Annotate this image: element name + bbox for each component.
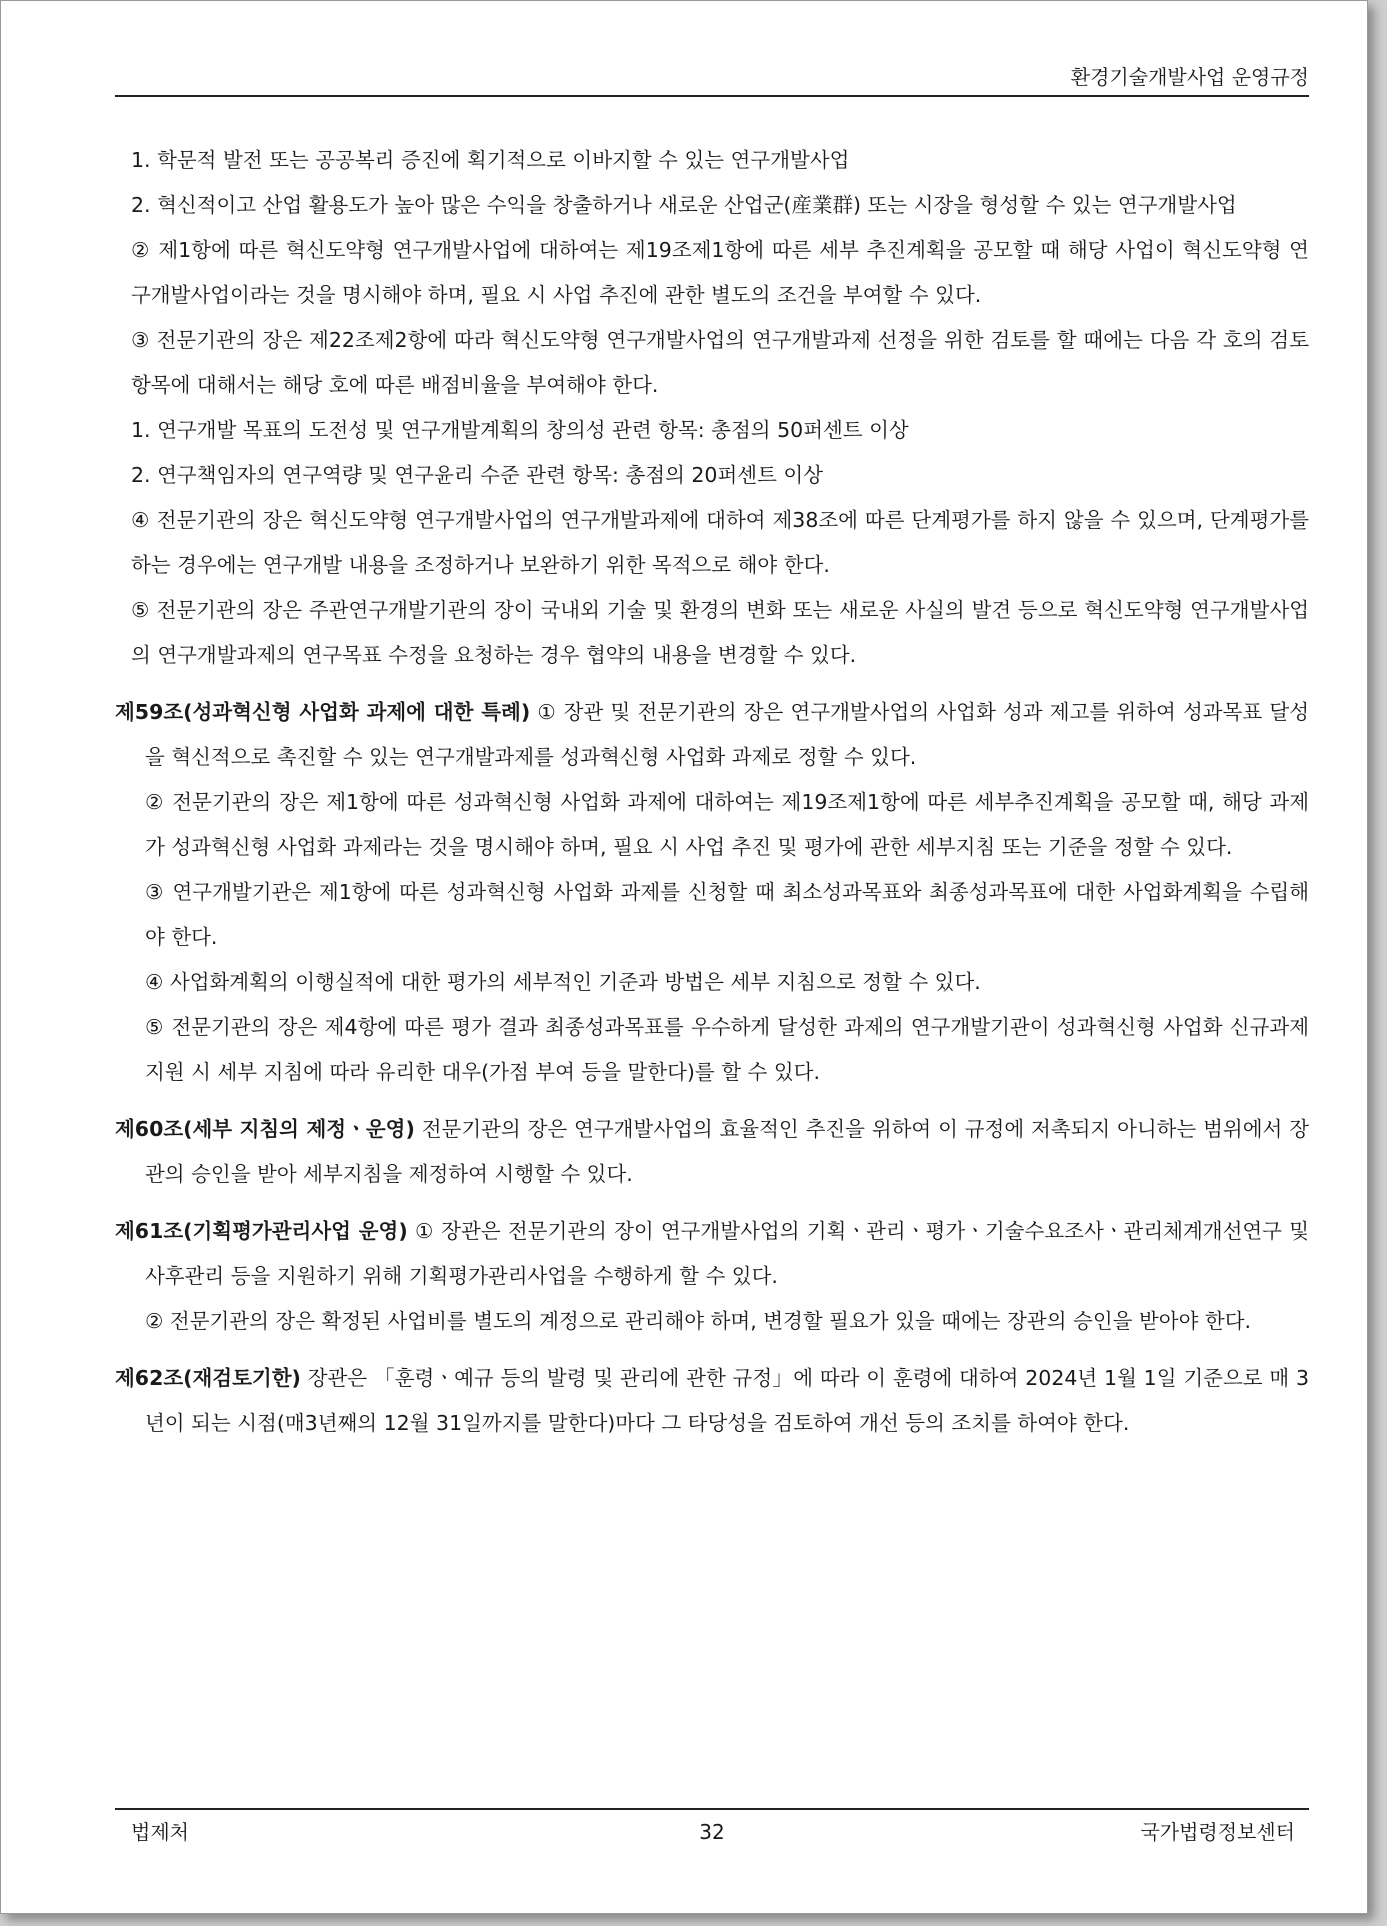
art59-paragraph-5: ⑤ 전문기관의 장은 제4항에 따른 평가 결과 최종성과목표를 우수하게 달성한 과제의 연구개발기관이 성과혁신형 사업화 신규과제 지원 시 세부 지침에 따라 유리한 대우(가점 부여 등을 말한다)를 할 수 있다. <box>145 1015 1309 1084</box>
art60-paragraph-1: 전문기관의 장은 연구개발사업의 효율적인 추진을 위하여 이 규정에 저촉되지 아니하는 범위에서 장관의 승인을 받아 세부지침을 제정하여 시행할 수 있다. <box>145 1117 1309 1186</box>
art58-item-2: 2. 혁신적이고 산업 활용도가 높아 많은 수익을 창출하거나 새로운 산업군(産業群) 또는 시장을 형성할 수 있는 연구개발사업 <box>131 193 1237 217</box>
article-59 <box>115 690 1309 1095</box>
document-title: 환경기술개발사업 운영규정 <box>1070 65 1309 89</box>
art58-paragraph-4: ④ 전문기관의 장은 혁신도약형 연구개발사업의 연구개발과제에 대하여 제38조에 따른 단계평가를 하지 않을 수 있으며, 단계평가를 하는 경우에는 연구개발 내용을 조정하거나 보완하기 위한 목적으로 해야 한다. <box>131 508 1309 577</box>
art59-paragraph-1: ① 장관 및 전문기관의 장은 연구개발사업의 사업화 성과 제고를 위하여 성과목표 달성을 혁신적으로 촉진할 수 있는 연구개발과제를 성과혁신형 사업화 과제로 정할 수 있다. <box>145 700 1310 769</box>
document-body <box>115 138 1310 1446</box>
footer-publisher: 법제처 <box>131 1820 189 1844</box>
page-number: 32 <box>699 1820 725 1844</box>
art59-paragraph-3: ③ 연구개발기관은 제1항에 따른 성과혁신형 사업화 과제를 신청할 때 최소성과목표와 최종성과목표에 대한 사업화계획을 수립해야 한다. <box>145 880 1309 949</box>
footer-source: 국가법령정보센터 <box>1140 1820 1295 1844</box>
art62-paragraph-1: 장관은 「훈령ㆍ예규 등의 발령 및 관리에 관한 규정」에 따라 이 훈령에 대하여 2024년 1월 1일 기준으로 매 3년이 되는 시점(매3년째의 12월 31일까지를 말한다)마다 그 타당성을 검토하여 개선 등의 조치를 하여야 한다. <box>145 1366 1309 1435</box>
art58-p3-item-2: 2. 연구책임자의 연구역량 및 연구윤리 수준 관련 항목: 총점의 20퍼센트 이상 <box>131 463 824 487</box>
art58-paragraph-2: ② 제1항에 따른 혁신도약형 연구개발사업에 대하여는 제19조제1항에 따른 세부 추진계획을 공모할 때 해당 사업이 혁신도약형 연구개발사업이라는 것을 명시해야 하며, 필요 시 사업 추진에 관한 별도의 조건을 부여할 수 있다. <box>131 238 1309 307</box>
art61-paragraph-1: ① 장관은 전문기관의 장이 연구개발사업의 기획ㆍ관리ㆍ평가ㆍ기술수요조사ㆍ관리체계개선연구 및 사후관리 등을 지원하기 위해 기획평가관리사업을 수행하게 할 수 있다. <box>145 1219 1309 1288</box>
art60-title: 제60조(세부 지침의 제정ㆍ운영) <box>115 1117 415 1141</box>
art62-title: 제62조(재검토기한) <box>115 1366 301 1390</box>
art59-title: 제59조(성과혁신형 사업화 과제에 대한 특례) <box>115 700 531 724</box>
article-60 <box>115 1107 1309 1197</box>
art58-paragraph-3: ③ 전문기관의 장은 제22조제2항에 따라 혁신도약형 연구개발사업의 연구개발과제 선정을 위한 검토를 할 때에는 다음 각 호의 검토항목에 대해서는 해당 호에 따른 배점비율을 부여해야 한다. <box>131 328 1309 397</box>
article-61 <box>115 1209 1309 1344</box>
art59-paragraph-4: ④ 사업화계획의 이행실적에 대한 평가의 세부적인 기준과 방법은 세부 지침으로 정할 수 있다. <box>145 970 981 994</box>
art61-paragraph-2: ② 전문기관의 장은 확정된 사업비를 별도의 계정으로 관리해야 하며, 변경할 필요가 있을 때에는 장관의 승인을 받아야 한다. <box>145 1309 1252 1333</box>
art58-paragraph-5: ⑤ 전문기관의 장은 주관연구개발기관의 장이 국내외 기술 및 환경의 변화 또는 새로운 사실의 발견 등으로 혁신도약형 연구개발사업의 연구개발과제의 연구목표 수정을 요청하는 경우 협약의 내용을 변경할 수 있다. <box>131 598 1309 667</box>
art61-title: 제61조(기획평가관리사업 운영) <box>115 1219 408 1243</box>
article-62 <box>115 1356 1309 1446</box>
page-header <box>115 59 1309 97</box>
art58-item-1: 1. 학문적 발전 또는 공공복리 증진에 획기적으로 이바지할 수 있는 연구개발사업 <box>131 148 850 172</box>
art58-p3-item-1: 1. 연구개발 목표의 도전성 및 연구개발계획의 창의성 관련 항목: 총점의 50퍼센트 이상 <box>131 418 909 442</box>
art59-paragraph-2: ② 전문기관의 장은 제1항에 따른 성과혁신형 사업화 과제에 대하여는 제19조제1항에 따른 세부추진계획을 공모할 때, 해당 과제가 성과혁신형 사업화 과제라는 것을 명시해야 하며, 필요 시 사업 추진 및 평가에 관한 세부지침 또는 기준을 정할 수 있다. <box>145 790 1309 859</box>
page-footer <box>115 1808 1309 1854</box>
